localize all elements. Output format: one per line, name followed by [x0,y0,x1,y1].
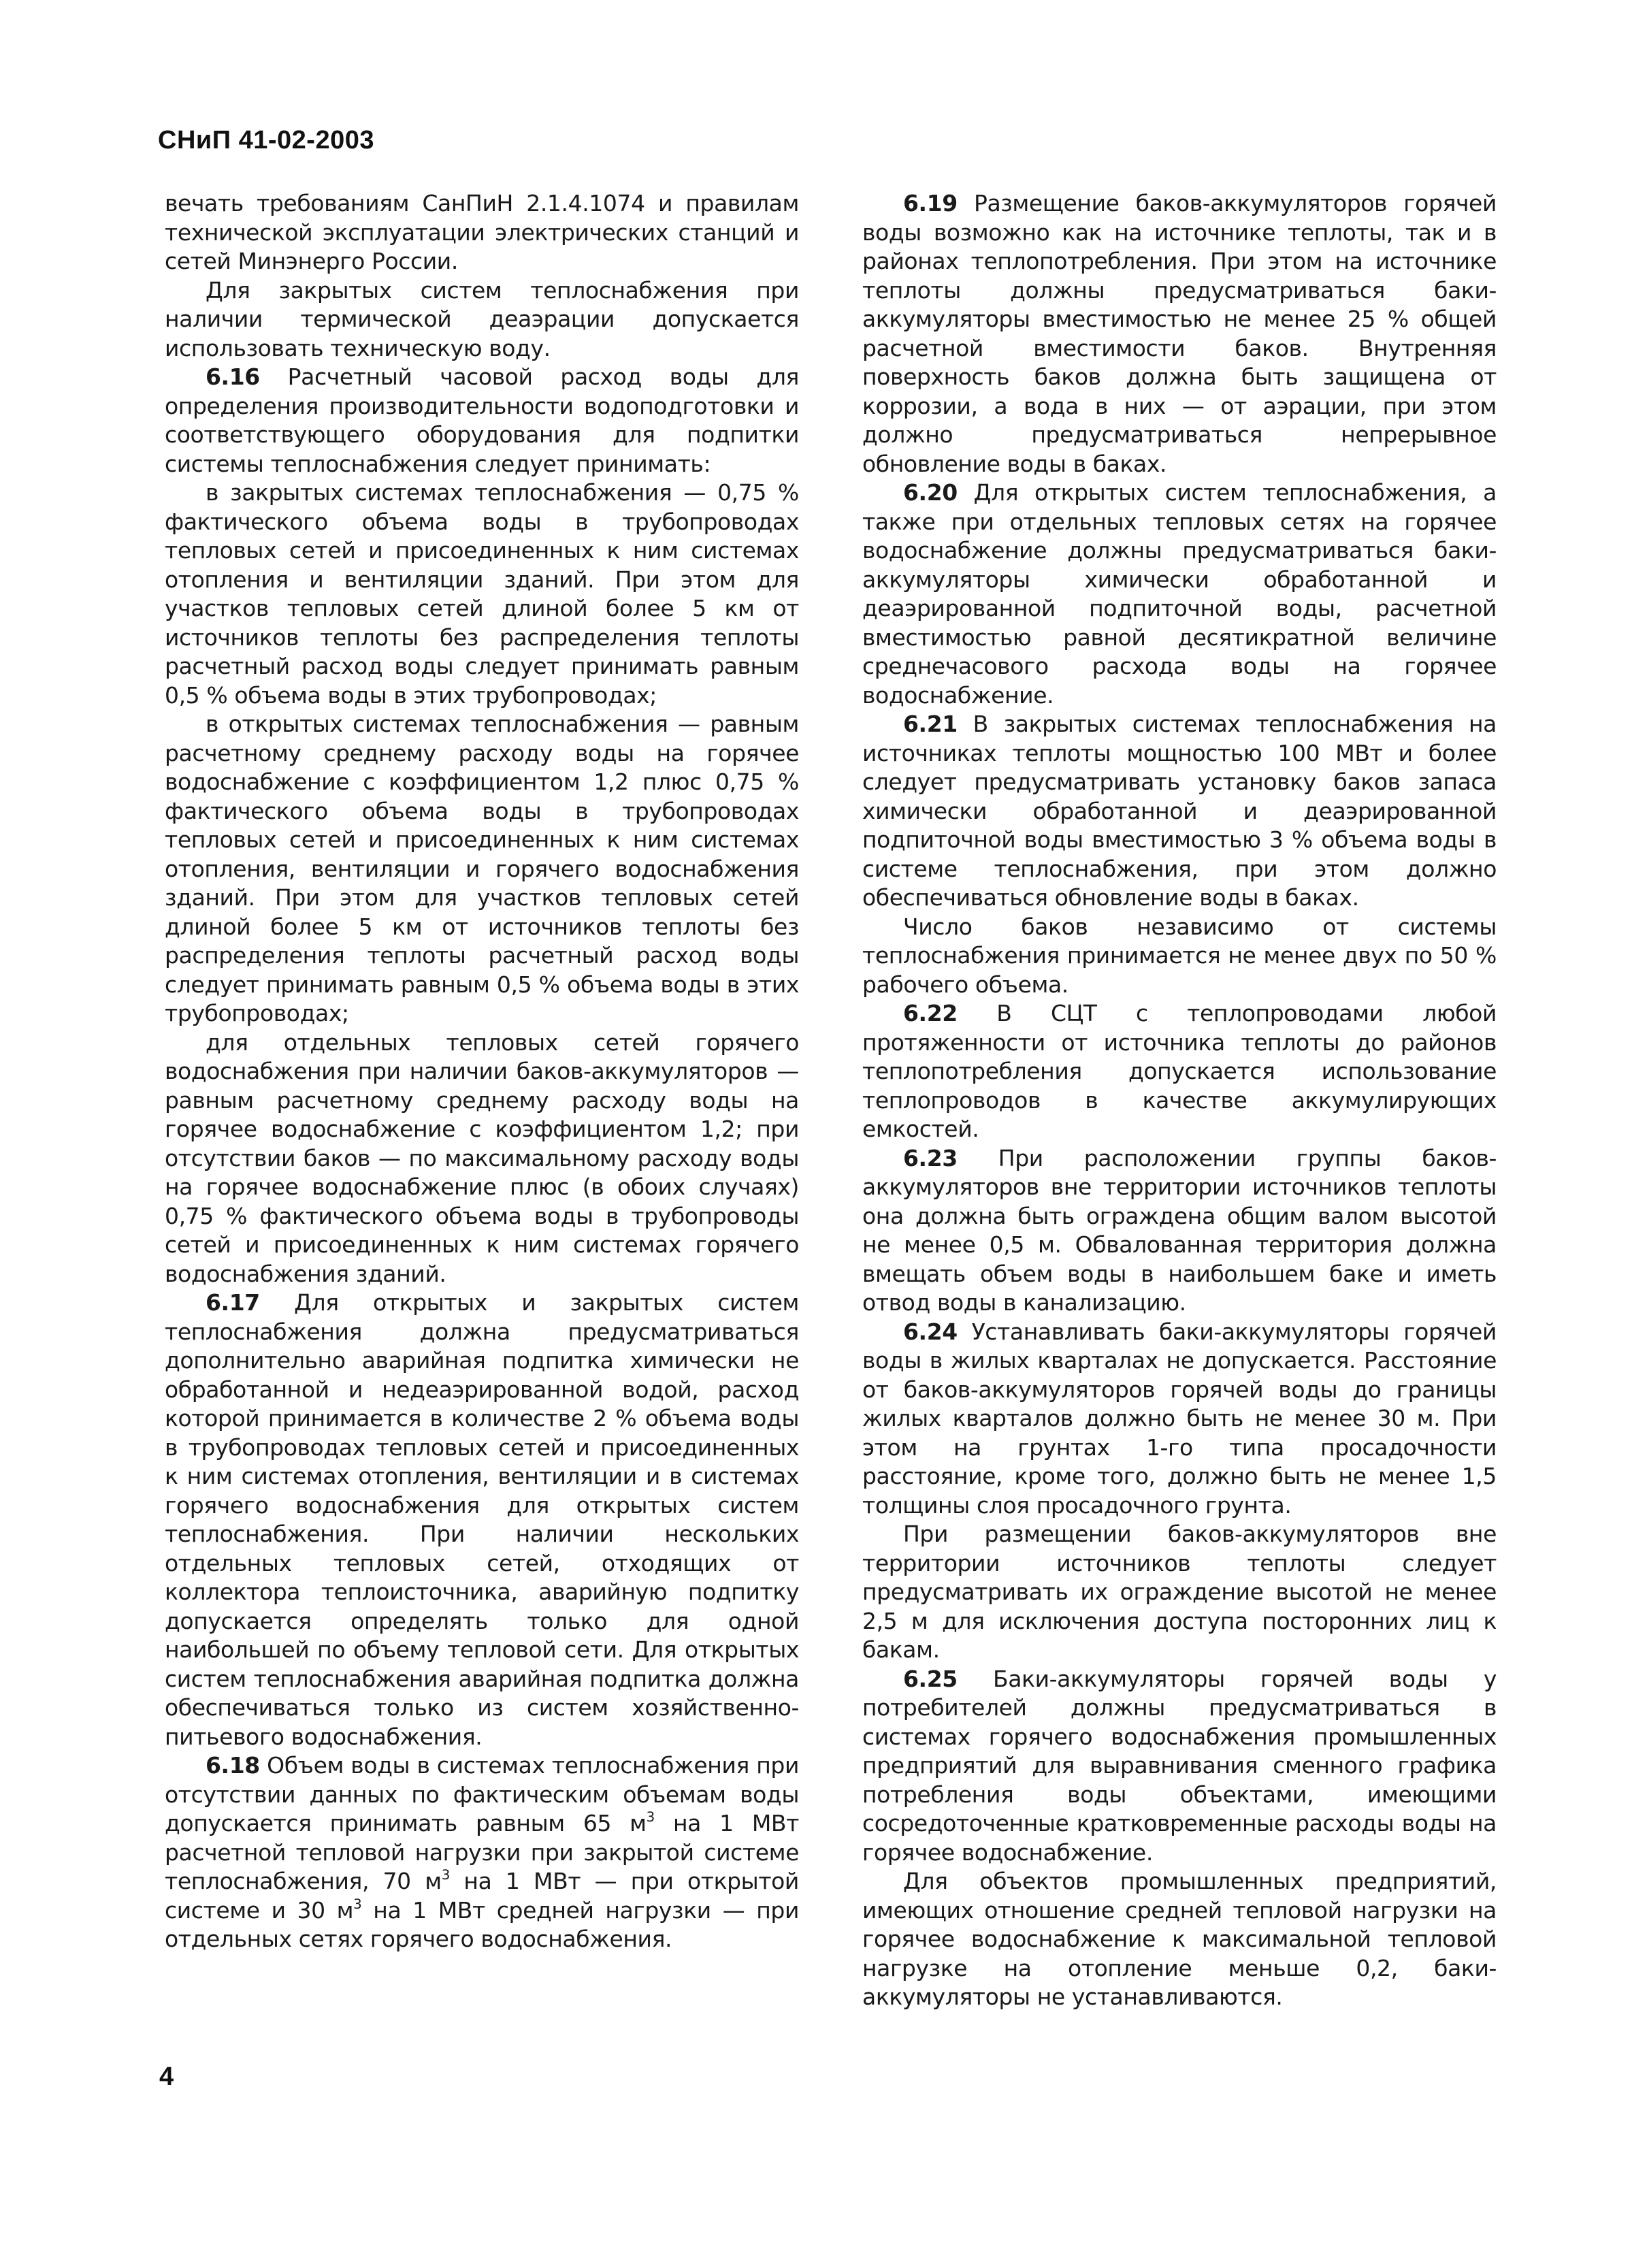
right-column [862,189,1497,2012]
document-code-header: СНиП 41-02-2003 [158,126,374,155]
clause-text: Устанавливать баки-аккумуляторы горячей воды в жилых кварталах не допускается. Расстояние от баков-аккумуляторов горячей воды до границы жилых кварталов должно быть не менее 30 м. При этом на грунтах 1-го типа просадочности расстояние, кроме того, должно быть не менее 1,5 толщины слоя просадочного грунта. [862,1318,1497,1519]
clause-number: 6.19 [903,190,958,216]
clause-text: Для открытых и закрытых систем теплоснабжения должна предусматриваться дополнительно аварийная подпитка химически не обработанной и недеаэрированной водой, расход которой принимается в количестве 2 % объема воды в трубопроводах тепловых сетей и присоединенных к ним системах отопления, вентиляции и в системах горячего водоснабжения для открытых систем теплоснабжения. При наличии нескольких отдельных тепловых сетей, отходящих от коллектора теплоисточника, аварийную подпитку допускается определять только для одной наибольшей по объему тепловой сети. Для открытых систем теплоснабжения аварийная подпитка должна обеспечиваться только из систем хозяйственно-питьевого водоснабжения. [165,1289,799,1750]
left-column [165,189,799,1954]
clause-number: 6.16 [206,363,260,390]
clause-6-19 [862,189,1497,479]
clause-text: При расположении группы баков-аккумуляторов вне территории источников теплоты она должна быть ограждена общим валом высотой не менее 0,5 м. Обвалованная территория должна вмещать объем воды в наибольшем баке и иметь отвод воды в канализацию. [862,1144,1497,1316]
clause-6-18 [165,1751,799,1954]
list-item: в открытых системах теплоснабжения — равным расчетному среднему расходу воды на горячее водоснабжение с коэффициентом 1,2 плюс 0,75 % фактического объема воды в трубопроводах тепловых сетей и присоединенных к ним системах отопления, вентиляции и горячего водоснабжения зданий. При этом для участков тепловых сетей длиной более 5 км от источников теплоты без распределения теплоты расчетный расход воды следует принимать равным 0,5 % объема воды в этих трубопроводах; [165,711,799,1026]
clause-6-22 [862,999,1497,1144]
clause-text: В закрытых системах теплоснабжения на источниках теплоты мощностью 100 МВт и более следует предусматривать установку баков запаса химически обработанной и деаэрированной подпиточной воды вместимостью 3 % объема воды в системе теплоснабжения, при этом должно обеспечиваться обновление воды в баках. [862,711,1497,911]
paragraph: Для объектов промышленных предприятий, имеющих отношение средней тепловой нагрузки на горячее водоснабжение к максимальной тепловой нагрузке на отопление меньше 0,2, баки-аккумуляторы не устанавливаются. [862,1868,1497,2010]
clause-6-25 [862,1665,1497,1868]
clause-number: 6.22 [903,1000,958,1026]
paragraph: При размещении баков-аккумуляторов вне территории источников теплоты следует предусматривать их ограждение высотой не менее 2,5 м для исключения доступа посторонних лиц к бакам. [862,1521,1497,1663]
clause-6-16 [165,363,799,479]
page-number: 4 [159,2062,174,2091]
clause-6-23 [862,1144,1497,1318]
clause-text: на 1 МВт расчетной тепловой нагрузки при закрытой системе теплоснабжения, 70 м [165,1810,799,1894]
superscript: 3 [646,1809,655,1826]
clause-text: Размещение баков-аккумуляторов горячей воды возможно как на источнике теплоты, так и в районах теплопотребления. При этом на источнике теплоты должны предусматриваться баки-аккумуляторы вместимостью не менее 25 % общей расчетной вместимости баков. Внутренняя поверхность баков должна быть защищена от коррозии, а вода в них — от аэрации, при этом должно предусматриваться непрерывное обновление воды в баках. [862,190,1497,477]
clause-number: 6.18 [206,1752,260,1779]
clause-number: 6.20 [903,479,958,506]
clause-text: Баки-аккумуляторы горячей воды у потребителей должны предусматриваться в системах горячего водоснабжения промышленных предприятий для выравнивания сменного графика потребления воды объектами, имеющими сосредоточенные кратковременные расходы воды на горячее водоснабжение. [862,1665,1497,1866]
clause-text: В СЦТ с теплопроводами любой протяженности от источника теплоты до районов теплопотребления допускается использование теплопроводов в качестве аккумулирующих емкостей. [862,1000,1497,1142]
clause-text: Для открытых систем теплоснабжения, а также при отдельных тепловых сетях на горячее водоснабжение должны предусматриваться баки-аккумуляторы химически обработанной и деаэрированной подпиточной воды, расчетной вместимостью равной десятикратной величине среднечасового расхода воды на горячее водоснабжение. [862,479,1497,709]
clause-text: Объем воды в системах теплоснабжения при отсутствии данных по фактическим объемам воды допускается принимать равным 65 м [165,1752,799,1836]
clause-6-24 [862,1318,1497,1521]
list-item: в закрытых системах теплоснабжения — 0,75 % фактического объема воды в трубопроводах тепловых сетей и присоединенных к ним системах отопления и вентиляции зданий. При этом для участков тепловых сетей длиной более 5 км от источников теплоты без распределения теплоты расчетный расход воды следует принимать равным 0,5 % объема воды в этих трубопроводах; [165,479,799,709]
clause-number: 6.17 [206,1289,260,1316]
clause-number: 6.23 [903,1144,958,1171]
clause-text: на 1 МВт средней нагрузки — при отдельных сетях горячего водоснабжения. [165,1896,799,1952]
paragraph: Для закрытых систем теплоснабжения при наличии термической деаэрации допускается использовать техническую воду. [165,276,799,361]
superscript: 3 [441,1867,450,1883]
clause-text: на 1 МВт — при открытой системе и 30 м [165,1868,799,1924]
list-item: для отдельных тепловых сетей горячего водоснабжения при наличии баков-аккумуляторов — равным расчетному среднему расходу воды на горячее водоснабжение с коэффициентом 1,2; при отсутствии баков — по максимальному расходу воды на горячее водоснабжение плюс (в обоих случаях) 0,75 % фактического объема воды в трубопроводы сетей и присоединенных к ним системах горячего водоснабжения зданий. [165,1028,799,1287]
clause-6-21 [862,710,1497,913]
clause-6-20 [862,479,1497,710]
clause-number: 6.25 [903,1665,958,1692]
clause-text: Расчетный часовой расход воды для определения производительности водоподготовки и соответствующего оборудования для подпитки системы теплоснабжения следует принимать: [165,363,799,477]
paragraph: вечать требованиям СанПиН 2.1.4.1074 и правилам технической эксплуатации электрических станций и сетей Минэнерго России. [165,190,799,274]
clause-number: 6.21 [903,711,958,737]
clause-6-17 [165,1289,799,1751]
superscript: 3 [353,1896,362,1912]
paragraph: Число баков независимо от системы теплоснабжения принимается не менее двух по 50 % рабочего объема. [862,913,1497,998]
clause-number: 6.24 [903,1318,958,1345]
